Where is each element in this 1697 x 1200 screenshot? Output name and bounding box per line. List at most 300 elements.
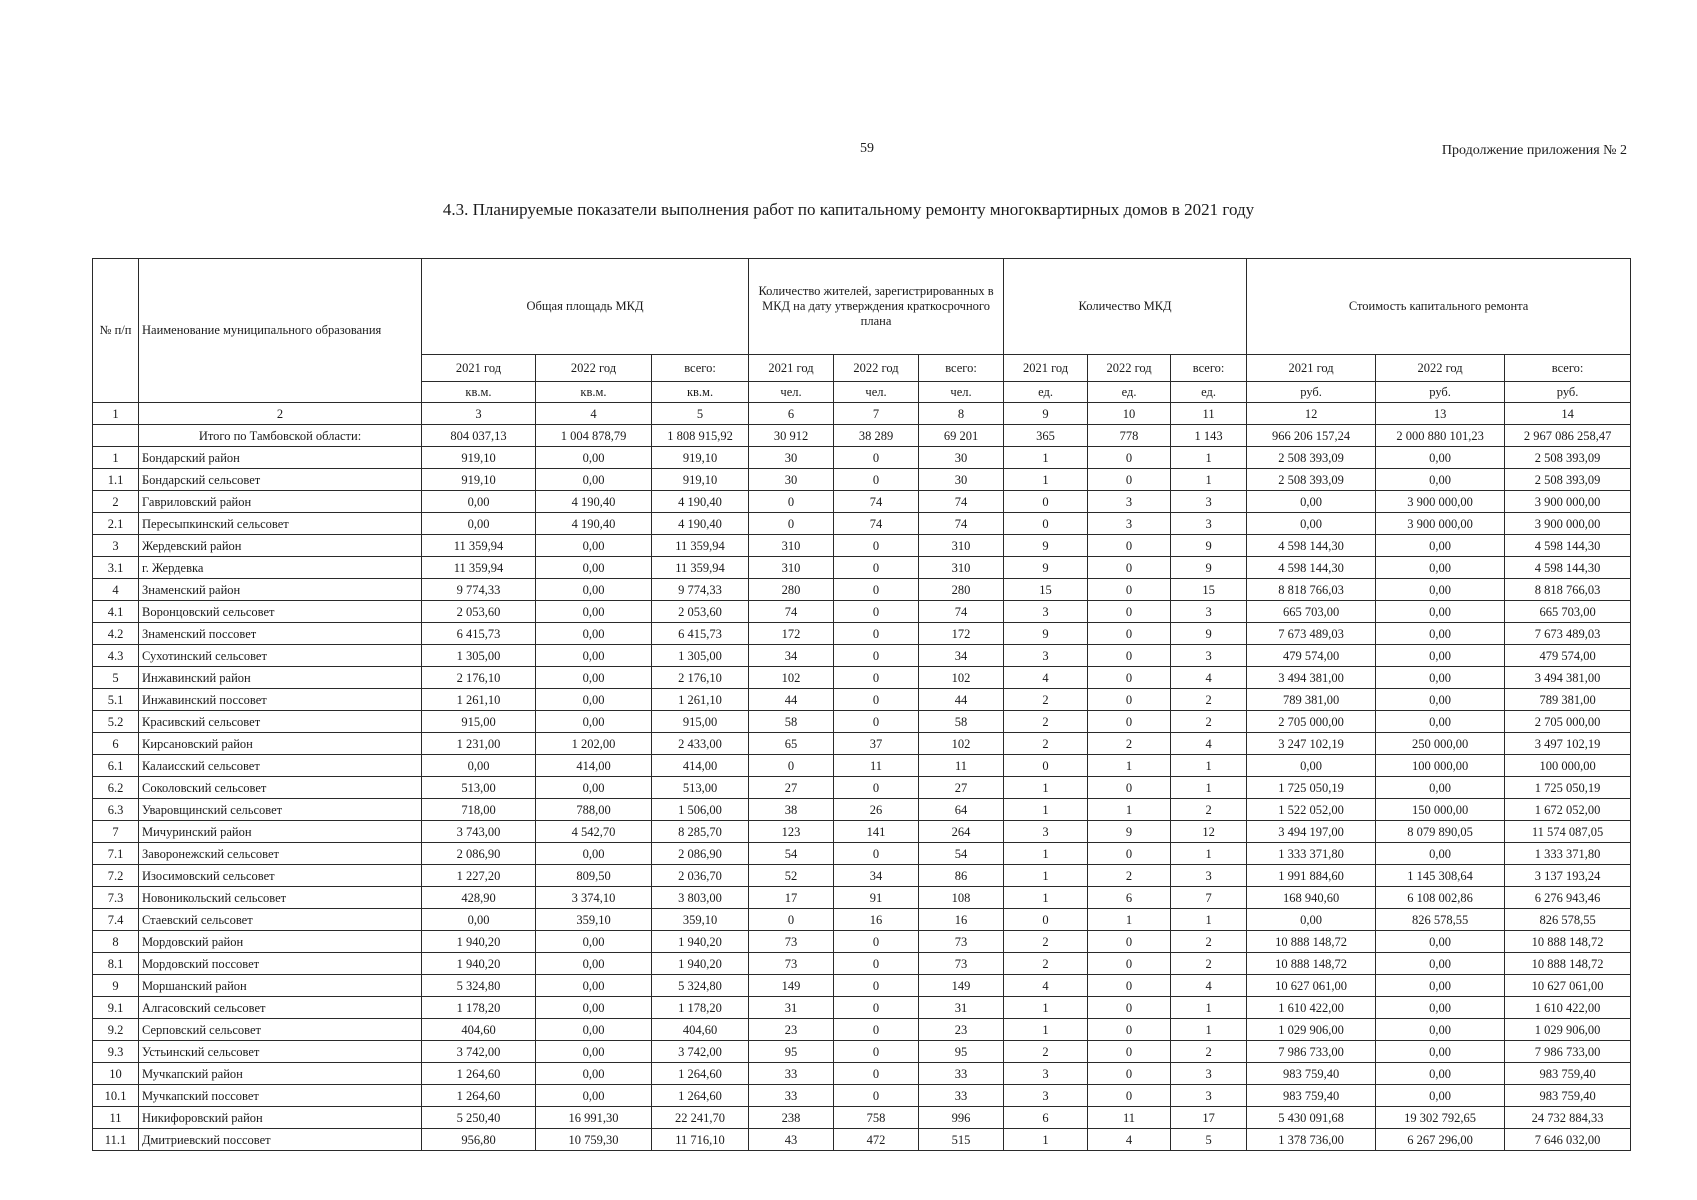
value-cell: 472 (834, 1129, 919, 1151)
value-cell: 4 190,40 (652, 491, 749, 513)
table-row (93, 579, 1631, 601)
municipality-name-cell: Знаменский поссовет (139, 623, 422, 645)
row-number-cell: 9.3 (93, 1041, 139, 1063)
header-year-cell: 2022 год (834, 355, 919, 382)
municipality-name-cell: Заворонежский сельсовет (139, 843, 422, 865)
cost-cell: 983 759,40 (1505, 1085, 1631, 1107)
value-cell: 0 (1004, 755, 1088, 777)
value-cell: 6 415,73 (652, 623, 749, 645)
row-number-cell: 7.2 (93, 865, 139, 887)
cost-cell: 966 206 157,24 (1247, 425, 1376, 447)
value-cell: 65 (749, 733, 834, 755)
header-unit-cell: ед. (1171, 382, 1247, 403)
header-year-cell: 2021 год (1004, 355, 1088, 382)
value-cell: 1 004 878,79 (536, 425, 652, 447)
value-cell: 34 (749, 645, 834, 667)
value-cell: 1 (1004, 997, 1088, 1019)
value-cell: 0,00 (422, 909, 536, 931)
value-cell: 0,00 (536, 931, 652, 953)
value-cell: 4 190,40 (536, 491, 652, 513)
row-number-cell: 7.1 (93, 843, 139, 865)
value-cell: 1 (1171, 755, 1247, 777)
municipality-name-cell: Соколовский сельсовет (139, 777, 422, 799)
table-row (93, 711, 1631, 733)
value-cell: 1 (1171, 843, 1247, 865)
table-row (93, 645, 1631, 667)
value-cell: 1 (1171, 469, 1247, 491)
value-cell: 1 178,20 (422, 997, 536, 1019)
value-cell: 11 359,94 (422, 557, 536, 579)
value-cell: 31 (749, 997, 834, 1019)
value-cell: 0,00 (536, 1085, 652, 1107)
value-cell: 4 (1171, 667, 1247, 689)
cost-cell: 100 000,00 (1376, 755, 1505, 777)
column-number-cell: 9 (1004, 403, 1088, 425)
row-number-cell (93, 425, 139, 447)
cost-cell: 1 029 906,00 (1505, 1019, 1631, 1041)
value-cell: 2 086,90 (652, 843, 749, 865)
value-cell: 1 264,60 (422, 1063, 536, 1085)
page-number: 59 (860, 141, 874, 156)
value-cell: 4 (1171, 733, 1247, 755)
value-cell: 0,00 (536, 975, 652, 997)
value-cell: 2 086,90 (422, 843, 536, 865)
value-cell: 3 (1171, 1063, 1247, 1085)
header-group-area: Общая площадь МКД (422, 259, 749, 355)
value-cell: 0 (749, 909, 834, 931)
cost-cell: 7 673 489,03 (1505, 623, 1631, 645)
value-cell: 30 (919, 447, 1004, 469)
value-cell: 515 (919, 1129, 1004, 1151)
value-cell: 1 (1004, 777, 1088, 799)
column-number-cell: 1 (93, 403, 139, 425)
table-row (93, 1085, 1631, 1107)
value-cell: 1 (1088, 909, 1171, 931)
table-row (93, 557, 1631, 579)
header-unit-cell: кв.м. (536, 382, 652, 403)
cost-cell: 826 578,55 (1376, 909, 1505, 931)
value-cell: 9 (1088, 821, 1171, 843)
value-cell: 0,00 (536, 469, 652, 491)
value-cell: 3 742,00 (652, 1041, 749, 1063)
value-cell: 0 (749, 491, 834, 513)
table-row (93, 1129, 1631, 1151)
value-cell: 1 261,10 (422, 689, 536, 711)
cost-cell: 0,00 (1376, 1019, 1505, 1041)
table-row (93, 1063, 1631, 1085)
value-cell: 0 (834, 667, 919, 689)
value-cell: 1 305,00 (422, 645, 536, 667)
header-year-cell: всего: (919, 355, 1004, 382)
cost-cell: 3 494 197,00 (1247, 821, 1376, 843)
cost-cell: 6 267 296,00 (1376, 1129, 1505, 1151)
value-cell: 0 (834, 645, 919, 667)
value-cell: 3 374,10 (536, 887, 652, 909)
value-cell: 788,00 (536, 799, 652, 821)
value-cell: 74 (834, 513, 919, 535)
value-cell: 915,00 (422, 711, 536, 733)
cost-cell: 168 940,60 (1247, 887, 1376, 909)
table-group-header-row (93, 259, 1631, 355)
header-year-cell: 2022 год (1376, 355, 1505, 382)
cost-cell: 0,00 (1376, 447, 1505, 469)
value-cell: 0,00 (422, 513, 536, 535)
cost-cell: 479 574,00 (1505, 645, 1631, 667)
value-cell: 0 (1088, 1041, 1171, 1063)
value-cell: 0 (1088, 623, 1171, 645)
cost-cell: 0,00 (1376, 623, 1505, 645)
municipality-name-cell: Знаменский район (139, 579, 422, 601)
value-cell: 1 264,60 (652, 1085, 749, 1107)
value-cell: 2 (1088, 865, 1171, 887)
value-cell: 91 (834, 887, 919, 909)
value-cell: 2 036,70 (652, 865, 749, 887)
value-cell: 9 774,33 (652, 579, 749, 601)
row-number-cell: 5 (93, 667, 139, 689)
value-cell: 0 (1088, 1085, 1171, 1107)
value-cell: 0 (834, 535, 919, 557)
row-number-cell: 9.1 (93, 997, 139, 1019)
value-cell: 73 (919, 953, 1004, 975)
value-cell: 404,60 (652, 1019, 749, 1041)
value-cell: 1 264,60 (652, 1063, 749, 1085)
value-cell: 38 (749, 799, 834, 821)
cost-cell: 10 627 061,00 (1505, 975, 1631, 997)
value-cell: 3 (1088, 491, 1171, 513)
row-number-cell: 7.4 (93, 909, 139, 931)
row-number-cell: 7 (93, 821, 139, 843)
value-cell: 919,10 (422, 447, 536, 469)
value-cell: 69 201 (919, 425, 1004, 447)
value-cell: 0 (1088, 469, 1171, 491)
municipality-name-cell: Кирсановский район (139, 733, 422, 755)
value-cell: 30 912 (749, 425, 834, 447)
row-number-cell: 4.3 (93, 645, 139, 667)
value-cell: 26 (834, 799, 919, 821)
row-number-cell: 2.1 (93, 513, 139, 535)
table-row (93, 931, 1631, 953)
cost-cell: 0,00 (1376, 557, 1505, 579)
row-number-cell: 3 (93, 535, 139, 557)
value-cell: 9 (1004, 623, 1088, 645)
cost-cell: 19 302 792,65 (1376, 1107, 1505, 1129)
value-cell: 0 (1088, 1063, 1171, 1085)
table-row (93, 799, 1631, 821)
column-number-cell: 4 (536, 403, 652, 425)
table-row (93, 667, 1631, 689)
value-cell: 4 (1004, 667, 1088, 689)
cost-cell: 1 333 371,80 (1505, 843, 1631, 865)
value-cell: 123 (749, 821, 834, 843)
value-cell: 3 (1004, 1063, 1088, 1085)
row-number-cell: 5.1 (93, 689, 139, 711)
value-cell: 3 743,00 (422, 821, 536, 843)
table-row (93, 997, 1631, 1019)
value-cell: 0 (834, 601, 919, 623)
value-cell: 3 (1171, 601, 1247, 623)
value-cell: 0 (1088, 447, 1171, 469)
capital-repair-table (92, 258, 1631, 1151)
value-cell: 1 (1004, 1019, 1088, 1041)
value-cell: 0 (749, 755, 834, 777)
cost-cell: 0,00 (1247, 491, 1376, 513)
cost-cell: 10 888 148,72 (1505, 953, 1631, 975)
value-cell: 22 241,70 (652, 1107, 749, 1129)
value-cell: 0 (1088, 601, 1171, 623)
value-cell: 0,00 (536, 1019, 652, 1041)
value-cell: 9 774,33 (422, 579, 536, 601)
row-number-cell: 6.1 (93, 755, 139, 777)
cost-cell: 2 508 393,09 (1505, 447, 1631, 469)
value-cell: 919,10 (652, 469, 749, 491)
value-cell: 1 (1004, 865, 1088, 887)
cost-cell: 0,00 (1247, 909, 1376, 931)
value-cell: 0 (834, 1063, 919, 1085)
value-cell: 7 (1171, 887, 1247, 909)
value-cell: 54 (919, 843, 1004, 865)
cost-cell: 6 276 943,46 (1505, 887, 1631, 909)
value-cell: 2 (1004, 1041, 1088, 1063)
value-cell: 4 (1171, 975, 1247, 997)
header-unit-cell: кв.м. (652, 382, 749, 403)
cost-cell: 0,00 (1376, 689, 1505, 711)
header-year-cell: 2022 год (1088, 355, 1171, 382)
value-cell: 54 (749, 843, 834, 865)
value-cell: 996 (919, 1107, 1004, 1129)
municipality-name-cell: Мучкапский поссовет (139, 1085, 422, 1107)
value-cell: 0 (1088, 645, 1171, 667)
cost-cell: 7 986 733,00 (1247, 1041, 1376, 1063)
value-cell: 0 (1088, 953, 1171, 975)
cost-cell: 0,00 (1376, 1041, 1505, 1063)
header-unit-cell: чел. (919, 382, 1004, 403)
value-cell: 310 (919, 557, 1004, 579)
value-cell: 1 940,20 (422, 953, 536, 975)
value-cell: 0 (834, 1019, 919, 1041)
value-cell: 1 (1171, 1019, 1247, 1041)
value-cell: 2 433,00 (652, 733, 749, 755)
value-cell: 0,00 (536, 579, 652, 601)
value-cell: 3 (1004, 645, 1088, 667)
cost-cell: 479 574,00 (1247, 645, 1376, 667)
municipality-name-cell: Инжавинский поссовет (139, 689, 422, 711)
cost-cell: 3 497 102,19 (1505, 733, 1631, 755)
table-row (93, 447, 1631, 469)
value-cell: 238 (749, 1107, 834, 1129)
cost-cell: 10 627 061,00 (1247, 975, 1376, 997)
cost-cell: 1 725 050,19 (1247, 777, 1376, 799)
value-cell: 33 (749, 1063, 834, 1085)
table-row (93, 469, 1631, 491)
municipality-name-cell: Сухотинский сельсовет (139, 645, 422, 667)
cost-cell: 826 578,55 (1505, 909, 1631, 931)
municipality-name-cell: Бондарский сельсовет (139, 469, 422, 491)
cost-cell: 0,00 (1376, 1063, 1505, 1085)
municipality-name-cell: Серповский сельсовет (139, 1019, 422, 1041)
value-cell: 3 (1004, 1085, 1088, 1107)
value-cell: 58 (919, 711, 1004, 733)
value-cell: 359,10 (536, 909, 652, 931)
value-cell: 758 (834, 1107, 919, 1129)
value-cell: 74 (834, 491, 919, 513)
value-cell: 310 (919, 535, 1004, 557)
municipality-name-cell: Мичуринский район (139, 821, 422, 843)
value-cell: 0,00 (536, 557, 652, 579)
value-cell: 8 285,70 (652, 821, 749, 843)
value-cell: 11 (1088, 1107, 1171, 1129)
value-cell: 1 143 (1171, 425, 1247, 447)
column-numbers-row (93, 403, 1631, 425)
row-number-cell: 10 (93, 1063, 139, 1085)
value-cell: 37 (834, 733, 919, 755)
cost-cell: 1 145 308,64 (1376, 865, 1505, 887)
cost-cell: 10 888 148,72 (1247, 931, 1376, 953)
cost-cell: 1 672 052,00 (1505, 799, 1631, 821)
value-cell: 718,00 (422, 799, 536, 821)
column-number-cell: 10 (1088, 403, 1171, 425)
value-cell: 12 (1171, 821, 1247, 843)
value-cell: 73 (749, 931, 834, 953)
table-row (93, 535, 1631, 557)
row-number-cell: 2 (93, 491, 139, 513)
cost-cell: 0,00 (1376, 645, 1505, 667)
value-cell: 0,00 (536, 953, 652, 975)
row-number-cell: 9.2 (93, 1019, 139, 1041)
row-number-cell: 1 (93, 447, 139, 469)
value-cell: 6 (1004, 1107, 1088, 1129)
value-cell: 0 (1088, 711, 1171, 733)
row-number-cell: 7.3 (93, 887, 139, 909)
value-cell: 44 (919, 689, 1004, 711)
table-row (93, 513, 1631, 535)
value-cell: 2 176,10 (652, 667, 749, 689)
value-cell: 0 (1088, 579, 1171, 601)
value-cell: 778 (1088, 425, 1171, 447)
value-cell: 0,00 (536, 645, 652, 667)
header-municipality-name: Наименование муниципального образования (139, 259, 422, 403)
value-cell: 31 (919, 997, 1004, 1019)
row-number-cell: 11.1 (93, 1129, 139, 1151)
cost-cell: 1 610 422,00 (1247, 997, 1376, 1019)
value-cell: 0 (834, 579, 919, 601)
value-cell: 16 (834, 909, 919, 931)
value-cell: 23 (749, 1019, 834, 1041)
cost-cell: 0,00 (1376, 953, 1505, 975)
column-number-cell: 11 (1171, 403, 1247, 425)
value-cell: 2 176,10 (422, 667, 536, 689)
value-cell: 74 (919, 601, 1004, 623)
table-row (93, 491, 1631, 513)
value-cell: 809,50 (536, 865, 652, 887)
value-cell: 2 (1171, 931, 1247, 953)
column-number-cell: 7 (834, 403, 919, 425)
cost-cell: 1 725 050,19 (1505, 777, 1631, 799)
value-cell: 280 (919, 579, 1004, 601)
cost-cell: 7 986 733,00 (1505, 1041, 1631, 1063)
value-cell: 0,00 (536, 689, 652, 711)
value-cell: 1 (1171, 777, 1247, 799)
value-cell: 1 (1004, 843, 1088, 865)
value-cell: 0,00 (536, 601, 652, 623)
row-number-cell: 6.2 (93, 777, 139, 799)
value-cell: 102 (919, 667, 1004, 689)
table-row (93, 623, 1631, 645)
value-cell: 404,60 (422, 1019, 536, 1041)
value-cell: 0 (1088, 667, 1171, 689)
cost-cell: 1 378 736,00 (1247, 1129, 1376, 1151)
value-cell: 0 (1088, 557, 1171, 579)
value-cell: 1 (1171, 447, 1247, 469)
cost-cell: 1 610 422,00 (1505, 997, 1631, 1019)
value-cell: 4 (1004, 975, 1088, 997)
value-cell: 86 (919, 865, 1004, 887)
total-row (93, 425, 1631, 447)
municipality-name-cell: Итого по Тамбовской области: (139, 425, 422, 447)
cost-cell: 0,00 (1376, 535, 1505, 557)
value-cell: 38 289 (834, 425, 919, 447)
table-row (93, 755, 1631, 777)
column-number-cell: 12 (1247, 403, 1376, 425)
row-number-cell: 9 (93, 975, 139, 997)
cost-cell: 3 900 000,00 (1376, 513, 1505, 535)
value-cell: 1 264,60 (422, 1085, 536, 1107)
value-cell: 915,00 (652, 711, 749, 733)
value-cell: 0,00 (422, 755, 536, 777)
value-cell: 1 (1088, 799, 1171, 821)
value-cell: 0 (1088, 1019, 1171, 1041)
cost-cell: 0,00 (1376, 711, 1505, 733)
value-cell: 34 (919, 645, 1004, 667)
value-cell: 0 (1088, 931, 1171, 953)
value-cell: 34 (834, 865, 919, 887)
value-cell: 30 (749, 469, 834, 491)
cost-cell: 7 646 032,00 (1505, 1129, 1631, 1151)
value-cell: 3 (1004, 601, 1088, 623)
value-cell: 44 (749, 689, 834, 711)
value-cell: 0 (834, 777, 919, 799)
value-cell: 1 940,20 (422, 931, 536, 953)
value-cell: 33 (749, 1085, 834, 1107)
value-cell: 0,00 (536, 997, 652, 1019)
value-cell: 0 (834, 1085, 919, 1107)
table-row (93, 821, 1631, 843)
municipality-name-cell: Никифоровский район (139, 1107, 422, 1129)
municipality-name-cell: г. Жердевка (139, 557, 422, 579)
value-cell: 30 (749, 447, 834, 469)
value-cell: 2 (1004, 711, 1088, 733)
cost-cell: 983 759,40 (1247, 1063, 1376, 1085)
cost-cell: 0,00 (1376, 975, 1505, 997)
value-cell: 3 (1004, 821, 1088, 843)
value-cell: 0 (1088, 689, 1171, 711)
cost-cell: 5 430 091,68 (1247, 1107, 1376, 1129)
value-cell: 0,00 (422, 491, 536, 513)
value-cell: 1 (1088, 755, 1171, 777)
value-cell: 141 (834, 821, 919, 843)
value-cell: 0,00 (536, 535, 652, 557)
value-cell: 0,00 (536, 843, 652, 865)
table-row (93, 733, 1631, 755)
value-cell: 0 (1004, 909, 1088, 931)
value-cell: 1 231,00 (422, 733, 536, 755)
column-number-cell: 5 (652, 403, 749, 425)
value-cell: 0 (1088, 997, 1171, 1019)
header-year-cell: всего: (1171, 355, 1247, 382)
cost-cell: 665 703,00 (1247, 601, 1376, 623)
value-cell: 2 (1004, 931, 1088, 953)
cost-cell: 8 818 766,03 (1505, 579, 1631, 601)
header-year-cell: 2022 год (536, 355, 652, 382)
